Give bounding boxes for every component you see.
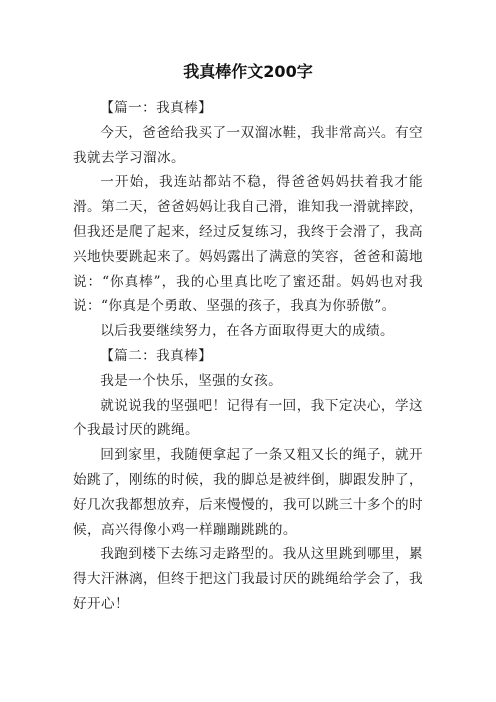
document-title: 我真棒作文200字 xyxy=(183,62,313,81)
paragraph: 今天，爸爸给我买了一双溜冰鞋，我非常高兴。有空我就去学习溜冰。 xyxy=(73,124,423,166)
paragraph: 以后我要继续努力，在各方面取得更大的成绩。 xyxy=(100,323,395,340)
paragraph: 回到家里，我随便拿起了一条又粗又长的绳子，就开始跳了，刚练的时候，我的脚总是被绊倒，脚跟发肿了，好几次我都想放弃，后来慢慢的，我可以跳三十多个的时候，高兴得像小鸡一样蹦蹦跳跳的。 xyxy=(73,447,423,538)
section-heading-1: 【篇一：我真棒】 xyxy=(100,100,213,116)
paragraph: 我跑到楼下去练习走路型的。我从这里跳到哪里，累得大汗淋漓，但终于把这门我最讨厌的跳绳给学会了，我好开心！ xyxy=(73,546,423,612)
section-heading-2: 【篇二：我真棒】 xyxy=(100,347,213,364)
paragraph: 一开始，我连站都站不稳，得爸爸妈妈扶着我才能滑。第二天，爸爸妈妈让我自己滑，谁知我一滑就摔跤，但我还是爬了起来，经过反复练习，我终于会滑了，我高兴地快要跳起来了。妈妈露出了满意的笑容，爸爸和蔼地说：“你真棒”，我的心里真比吃了蜜还甜。妈妈也对我说：“你真是个勇敢、坚强的孩子，我真为你骄傲”。 xyxy=(73,174,423,315)
paragraph: 就说说我的坚强吧！记得有一回，我下定决心，学这个我最讨厌的跳绳。 xyxy=(73,397,423,439)
document-body xyxy=(73,96,423,617)
paragraph: 我是一个快乐，坚强的女孩。 xyxy=(100,372,283,389)
